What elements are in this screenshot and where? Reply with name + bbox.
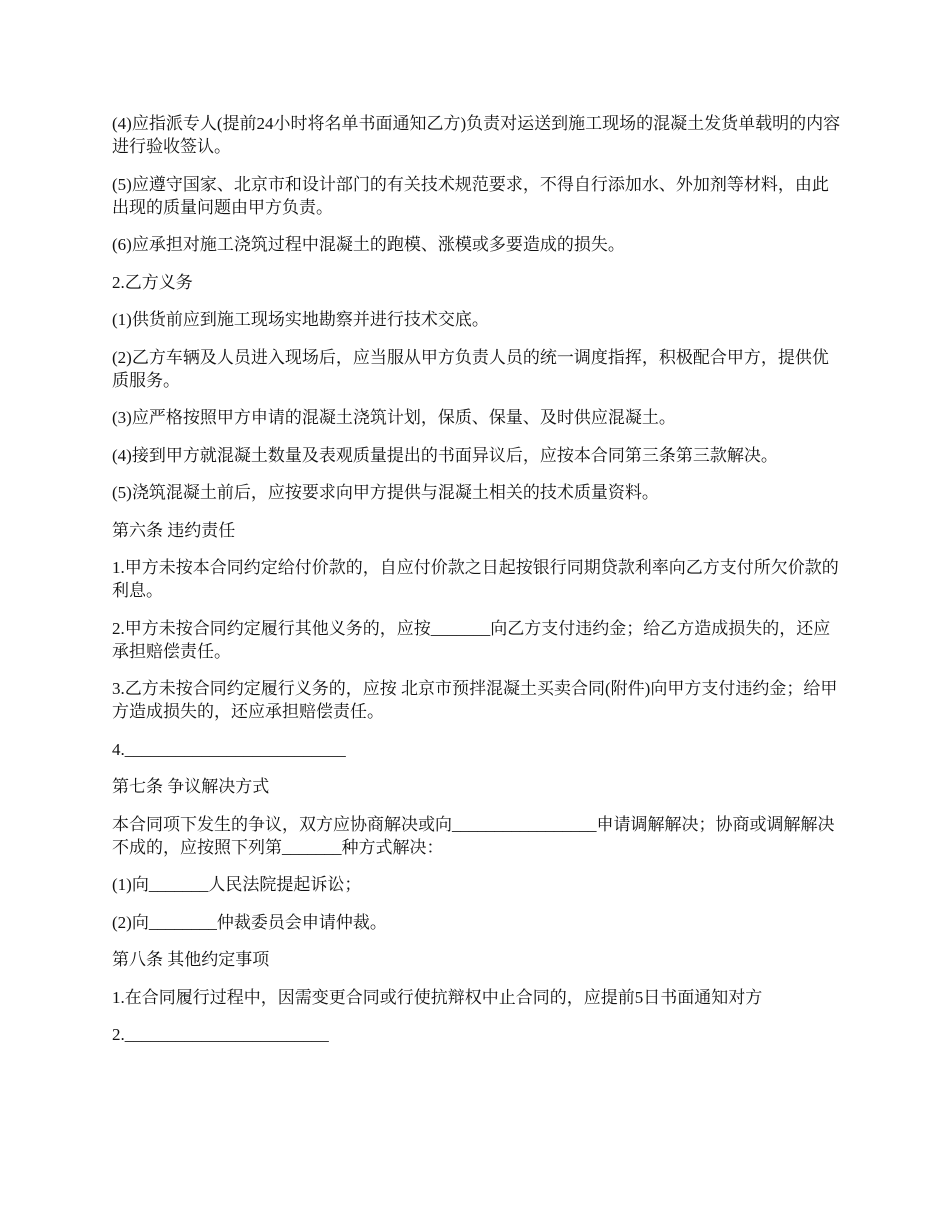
article-8-heading: 第八条 其他约定事项: [112, 950, 270, 969]
article-6-clause-1: 1.甲方未按本合同约定给付价款的，自应付价款之日起按银行同期贷款利率向乙方支付所欠价款的利息。: [112, 558, 839, 600]
clause-party-b-duty-1: (1)供货前应到施工现场实地勘察并进行技术交底。: [112, 310, 489, 329]
contract-page: [112, 112, 842, 1061]
clause-party-b-duty-3: (3)应严格按照甲方申请的混凝土浇筑计划，保质、保量、及时供应混凝土。: [112, 408, 676, 427]
clause-party-a-duty-4: (4)应指派专人(提前24小时将名单书面通知乙方)负责对运送到施工现场的混凝土发货单载明的内容进行验收签认。: [112, 114, 841, 156]
article-8-clause-1: 1.在合同履行过程中，因需变更合同或行使抗辩权中止合同的，应提前5日书面通知对方: [112, 987, 763, 1007]
article-7-body: 本合同项下发生的争议，双方应协商解决或向_________________申请调解解决；协商或调解解决不成的，应按照下列第_______种方式解决：: [112, 814, 835, 857]
clause-party-b-duty-4: (4)接到甲方就混凝土数量及表观质量提出的书面异议后，应按本合同第三条第三款解决。: [112, 445, 778, 465]
clause-party-b-duty-5: (5)浇筑混凝土前后，应按要求向甲方提供与混凝土相关的技术质量资料。: [112, 483, 659, 502]
article-6-clause-4: 4.__________________________: [112, 739, 346, 759]
clause-party-a-duty-5: (5)应遵守国家、北京市和设计部门的有关技术规范要求，不得自行添加水、外加剂等材料，由此出现的质量问题由甲方负责。: [112, 174, 829, 217]
article-7-heading: 第七条 争议解决方式: [112, 777, 270, 796]
article-6-clause-2: 2.甲方未按合同约定履行其他义务的，应按_______向乙方支付违约金；给乙方造成损失的，还应承担赔偿责任。: [112, 618, 831, 661]
clause-party-b-duty-2: (2)乙方车辆及人员进入现场后，应当服从甲方负责人员的统一调度指挥，积极配合甲方，提供优质服务。: [112, 347, 829, 390]
article-8-clause-2: 2.________________________: [112, 1025, 329, 1044]
article-6-heading: 第六条 违约责任: [112, 520, 236, 540]
article-7-option-1: (1)向_______人民法院提起诉讼；: [112, 875, 362, 894]
article-7-option-2: (2)向________仲裁委员会申请仲裁。: [112, 912, 387, 932]
article-6-clause-3: 3.乙方未按合同约定履行义务的，应按 北京市预拌混凝土买卖合同(附件)向甲方支付违约金；给甲方造成损失的，还应承担赔偿责任。: [112, 679, 838, 721]
clause-party-a-duty-6: (6)应承担对施工浇筑过程中混凝土的跑模、涨模或多要造成的损失。: [112, 235, 625, 254]
section-party-b-duties: 2.乙方义务: [112, 272, 193, 292]
